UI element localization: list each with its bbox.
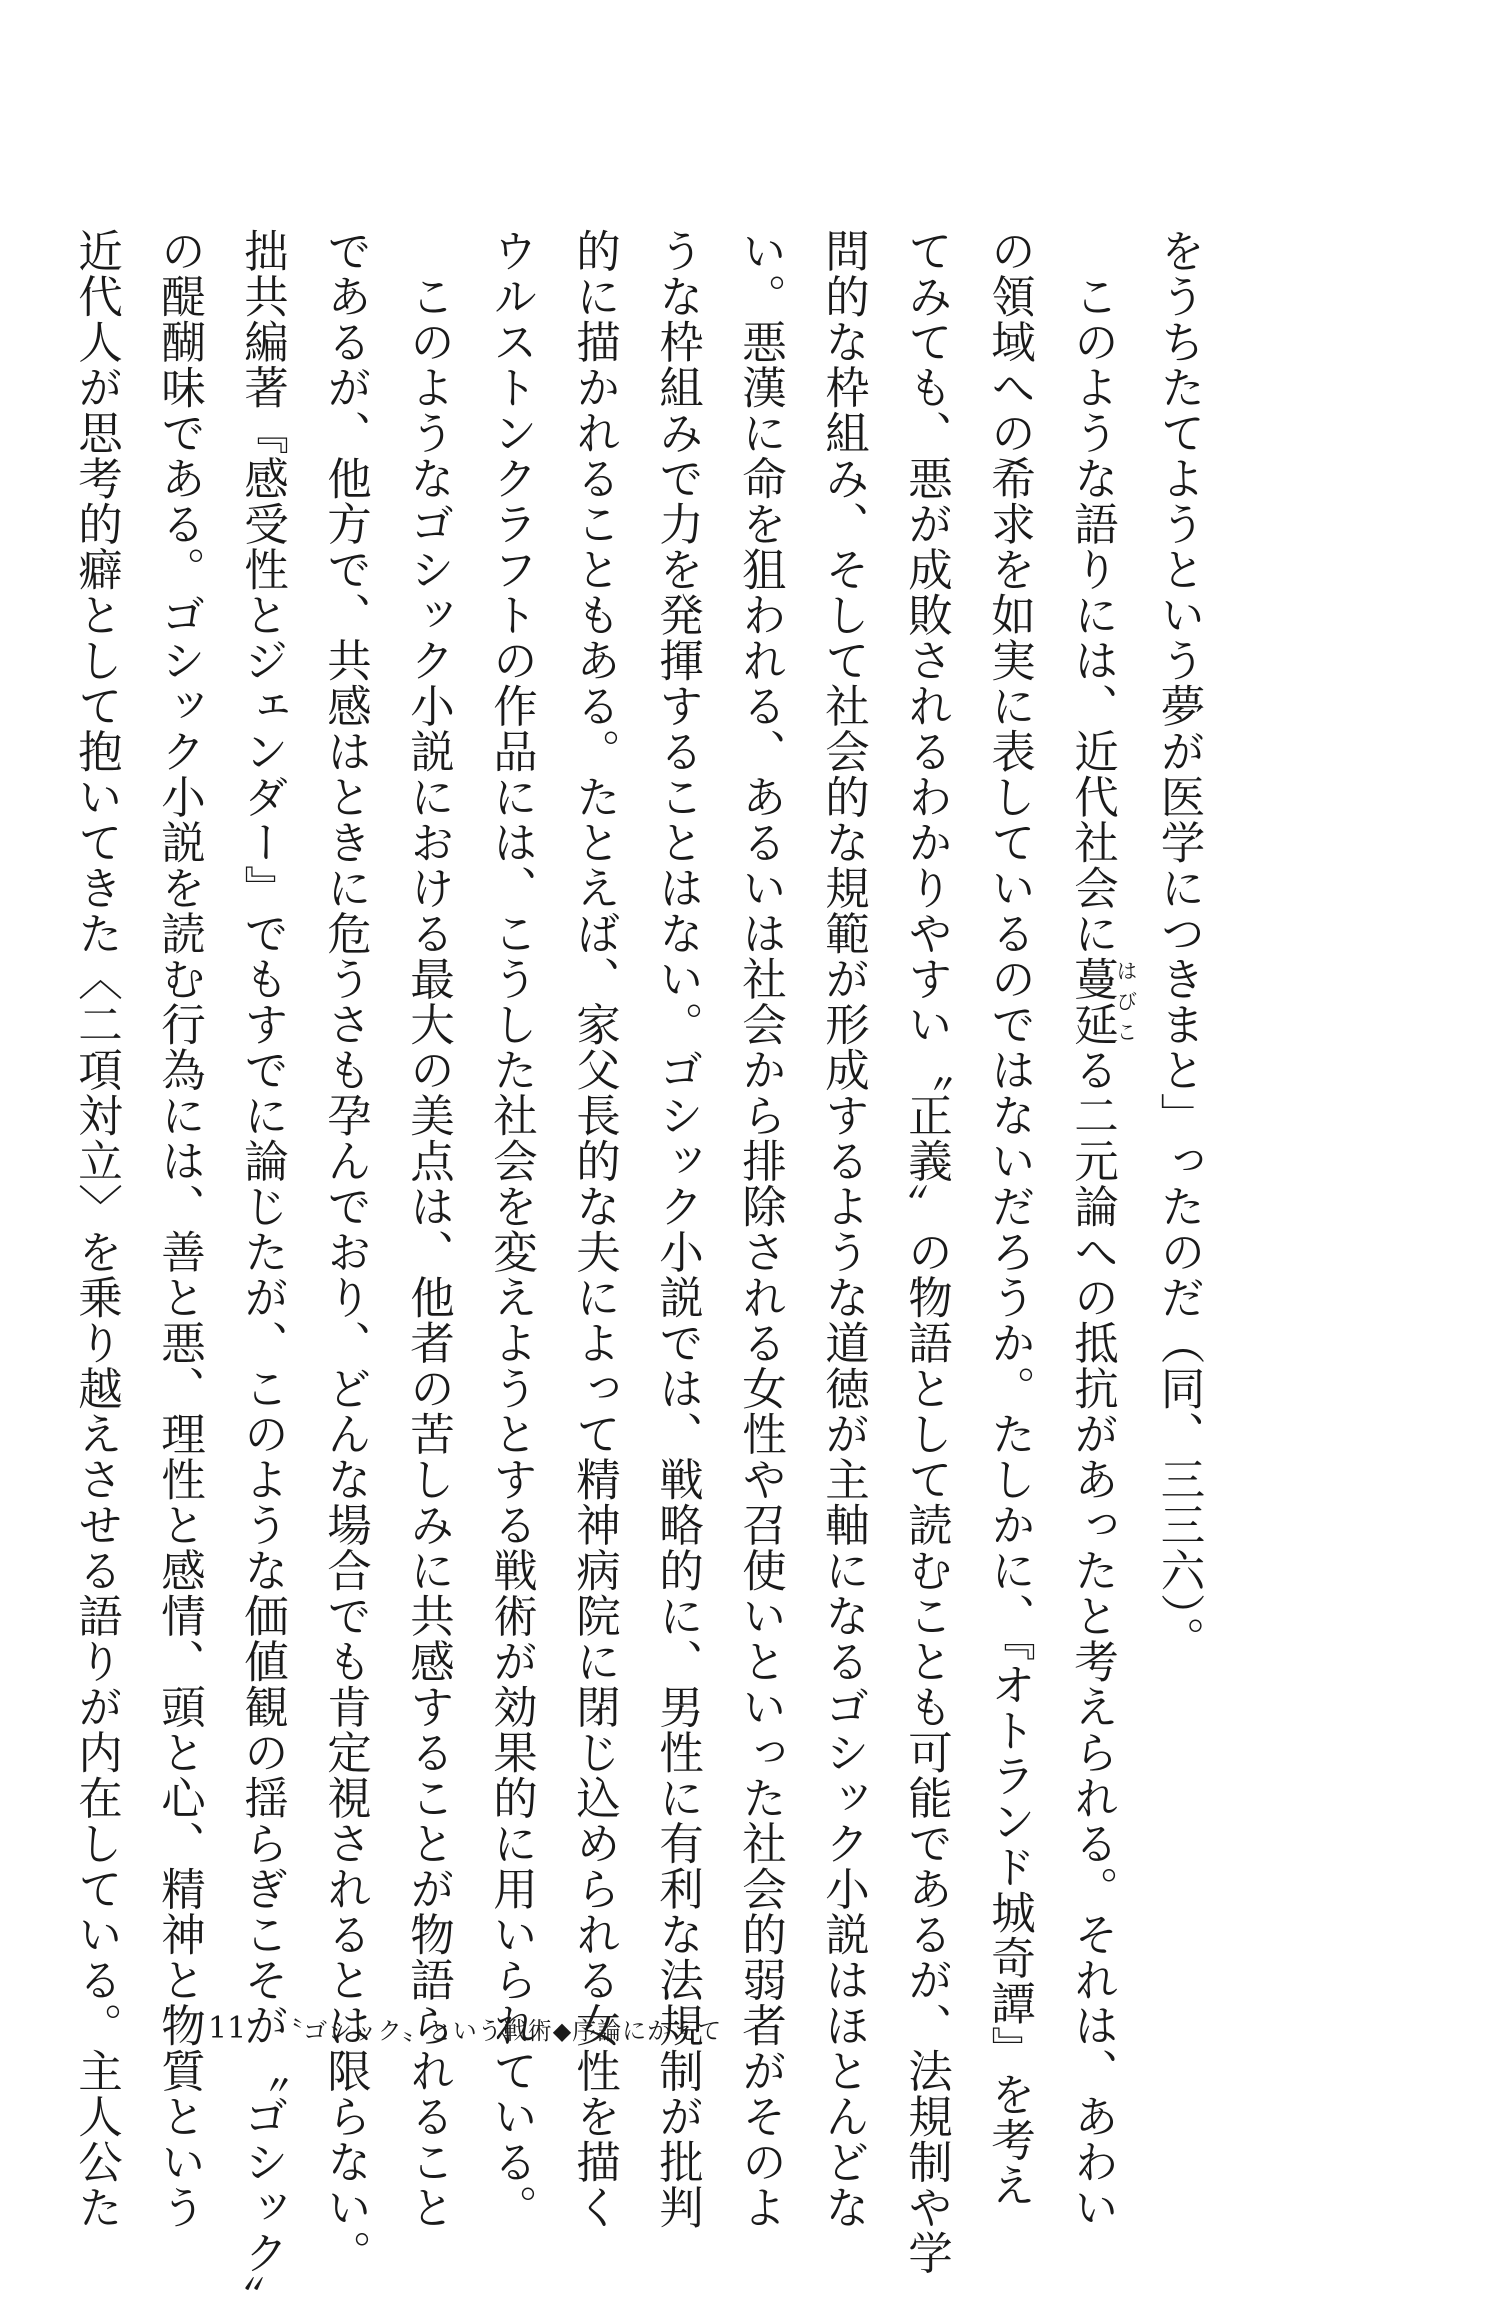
text-line-8: 的に描かれることもある。たとえば、家父長的な夫によって精神病院に閉じ込められる女性を描く <box>568 228 620 2230</box>
text-line-13: の醍醐味である。ゴシック小説を読む行為には、善と悪、理性と感情、頭と心、精神と物質という <box>153 228 205 2230</box>
text-line-3: の領域への希求を如実に表しているのではないだろうか。たしかに、『オトランド城奇譚』を考え <box>983 228 1035 2208</box>
text-line-2 <box>1051 228 1138 2230</box>
text-line-9: ウルストンクラフトの作品には、こうした社会を変えようとする戦術が効果的に用いられている。 <box>485 228 537 2230</box>
text-line-1: をうちたてようという夢が医学につきまと」ったのだ（同、三三六）。 <box>1153 228 1204 1662</box>
text-line-10: このようなゴシック小説における最大の美点は、他者の苦しみに共感することが物語られること <box>402 228 454 2230</box>
text-line-11: であるが、他方で、共感はときに危うさも孕んでおり、どんな場合でも肯定視されるとは限らない。 <box>319 228 371 2276</box>
text-line-12: 拙共編著『感受性とジェンダー』でもすでに論じたが、このような価値観の揺らぎこそが〝ゴシック〟 <box>236 228 288 2321</box>
text-line-7: うな枠組みで力を発揮することはない。ゴシック小説では、戦略的に、男性に有利な法規制が批判 <box>651 228 703 2230</box>
text-line-4: てみても、悪が成敗されるわかりやすい〝正義〟の物語として読むことも可能であるが、法規制や学 <box>900 228 952 2276</box>
running-title: 〝ゴシック〟という戦術◆序論にかえて <box>278 2016 723 2045</box>
ruby-reading: はびこ <box>1114 956 1138 1047</box>
text-line-2-start: このような語りには、近代社会に <box>1066 228 1118 956</box>
text-line-6: い。悪漢に命を狙われる、あるいは社会から排除される女性や召使いといった社会的弱者がそのよ <box>734 228 786 2230</box>
text-line-14: 近代人が思考的癖として抱いてきた〈二項対立〉を乗り越えさせる語りが内在している。主人公た <box>70 228 122 2230</box>
text-line-5: 問的な枠組み、そして社会的な規範が形成するような道徳が主軸になるゴシック小説はほとんどな <box>817 228 869 2230</box>
ruby-base: 蔓延 <box>1066 956 1118 1047</box>
page-number: 11 <box>208 2010 247 2046</box>
ruby-annotation <box>1066 956 1138 1047</box>
text-line-2-end: る二元論への抵抗があったと考えられる。それは、あわい <box>1066 1047 1118 2230</box>
page-footer <box>208 2008 722 2048</box>
